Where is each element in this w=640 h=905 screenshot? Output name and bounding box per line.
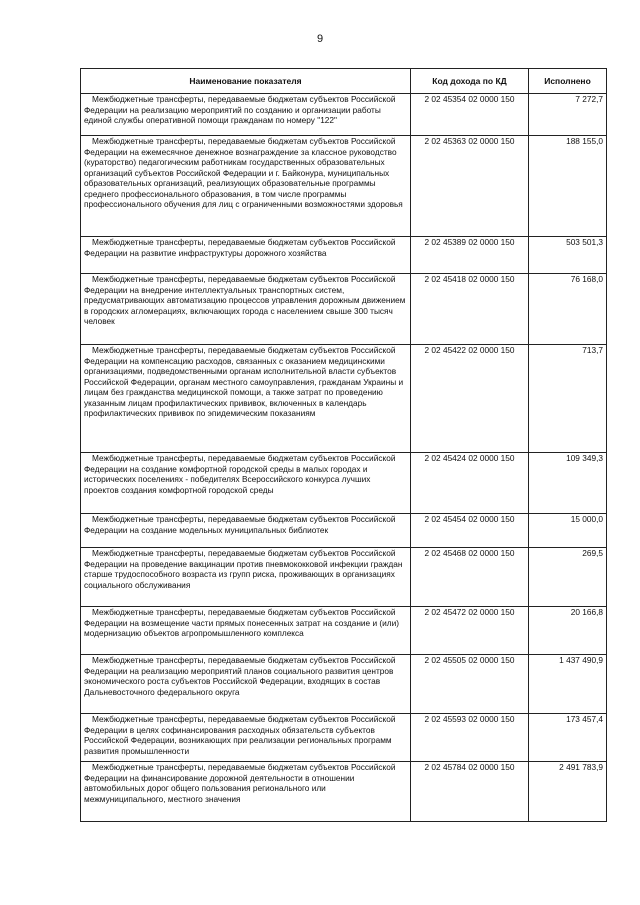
row-code: 2 02 45593 02 0000 150 xyxy=(411,714,529,762)
table-row xyxy=(81,514,607,548)
row-name-cell xyxy=(81,762,411,822)
table-header-row xyxy=(81,69,607,94)
row-code: 2 02 45454 02 0000 150 xyxy=(411,514,529,548)
row-code: 2 02 45472 02 0000 150 xyxy=(411,607,529,655)
header-code: Код дохода по КД xyxy=(411,69,529,94)
row-name-cell xyxy=(81,453,411,514)
row-name-cell xyxy=(81,237,411,274)
table-row xyxy=(81,453,607,514)
table-row xyxy=(81,136,607,237)
row-amount: 713,7 xyxy=(529,345,607,453)
row-amount: 173 457,4 xyxy=(529,714,607,762)
row-amount: 503 501,3 xyxy=(529,237,607,274)
row-code: 2 02 45784 02 0000 150 xyxy=(411,762,529,822)
row-name: Межбюджетные трансферты, передаваемые бюджетам субъектов Российской Федерации в целях софинансирования расходных обязательств субъектов Российской Федерации, возникающих при реализации региональных программ развития промышленности xyxy=(84,714,396,756)
header-amount: Исполнено xyxy=(529,69,607,94)
row-code: 2 02 45363 02 0000 150 xyxy=(411,136,529,237)
row-code: 2 02 45505 02 0000 150 xyxy=(411,655,529,714)
table-row xyxy=(81,237,607,274)
table-row xyxy=(81,548,607,607)
row-name: Межбюджетные трансферты, передаваемые бюджетам субъектов Российской Федерации на возмещение части прямых понесенных затрат на создание и (или) модернизацию объектов агропромышленного комплекса xyxy=(84,607,400,638)
row-amount: 188 155,0 xyxy=(529,136,607,237)
table-row xyxy=(81,345,607,453)
row-amount: 269,5 xyxy=(529,548,607,607)
row-name: Межбюджетные трансферты, передаваемые бюджетам субъектов Российской Федерации на финансирование дорожной деятельности в отношении автомобильных дорог общего пользования регионального или межмуниципального, местного значения xyxy=(84,762,396,804)
header-name: Наименование показателя xyxy=(81,69,411,94)
row-code: 2 02 45389 02 0000 150 xyxy=(411,237,529,274)
row-code: 2 02 45418 02 0000 150 xyxy=(411,274,529,345)
row-code: 2 02 45468 02 0000 150 xyxy=(411,548,529,607)
row-name-cell xyxy=(81,655,411,714)
budget-table xyxy=(80,68,607,822)
row-name: Межбюджетные трансферты, передаваемые бюджетам субъектов Российской Федерации на развитие инфраструктуры дорожного хозяйства xyxy=(84,237,396,258)
row-name-cell xyxy=(81,714,411,762)
table-row xyxy=(81,762,607,822)
row-amount: 15 000,0 xyxy=(529,514,607,548)
row-name-cell xyxy=(81,345,411,453)
row-amount: 20 166,8 xyxy=(529,607,607,655)
row-name-cell xyxy=(81,274,411,345)
row-amount: 1 437 490,9 xyxy=(529,655,607,714)
row-code: 2 02 45422 02 0000 150 xyxy=(411,345,529,453)
row-amount: 109 349,3 xyxy=(529,453,607,514)
row-name: Межбюджетные трансферты, передаваемые бюджетам субъектов Российской Федерации на создание комфортной городской среды в малых городах и исторических поселениях - победителях Всероссийского конкурса лучших проектов создания комфортной городской среды xyxy=(84,453,396,495)
row-name-cell xyxy=(81,136,411,237)
row-name-cell xyxy=(81,94,411,136)
row-name: Межбюджетные трансферты, передаваемые бюджетам субъектов Российской Федерации на компенсацию расходов, связанных с оказанием медицинскими организациями, подведомственными органам исполнительной власти субъектов Российской Федерации, органам местного самоуправления, гражданам Украины и лицам без гражданства медицинской помощи, а также затрат по проведению указанным лицам профилактических прививок, включенных в календарь профилактических прививок по эпидемическим показаниям xyxy=(84,345,404,418)
table-row xyxy=(81,94,607,136)
table-row xyxy=(81,655,607,714)
row-amount: 2 491 783,9 xyxy=(529,762,607,822)
table-row xyxy=(81,714,607,762)
row-name-cell xyxy=(81,607,411,655)
row-name-cell xyxy=(81,514,411,548)
row-code: 2 02 45354 02 0000 150 xyxy=(411,94,529,136)
row-name-cell xyxy=(81,548,411,607)
table-row xyxy=(81,274,607,345)
row-name: Межбюджетные трансферты, передаваемые бюджетам субъектов Российской Федерации на создание модельных муниципальных библиотек xyxy=(84,514,396,535)
row-name: Межбюджетные трансферты, передаваемые бюджетам субъектов Российской Федерации на проведение вакцинации против пневмококковой инфекции граждан старше трудоспособного возраста из групп риска, проживающих в организациях социального обслуживания xyxy=(84,548,403,590)
row-name: Межбюджетные трансферты, передаваемые бюджетам субъектов Российской Федерации на реализацию мероприятий по созданию и организации работы единой службы оперативной помощи гражданам по номеру "122" xyxy=(84,94,396,125)
row-name: Межбюджетные трансферты, передаваемые бюджетам субъектов Российской Федерации на реализацию мероприятий планов социального развития центров экономического роста субъектов Российской Федерации, входящих в состав Дальневосточного федерального округа xyxy=(84,655,396,697)
row-name: Межбюджетные трансферты, передаваемые бюджетам субъектов Российской Федерации на внедрение интеллектуальных транспортных систем, предусматривающих автоматизацию процессов управления дорожным движением в городских агломерациях, включающих города с населением свыше 300 тысяч человек xyxy=(84,274,406,326)
row-amount: 7 272,7 xyxy=(529,94,607,136)
page-number: 9 xyxy=(316,33,324,45)
row-name: Межбюджетные трансферты, передаваемые бюджетам субъектов Российской Федерации на ежемесячное денежное вознаграждение за классное руководство (кураторство) педагогическим работникам государственных образовательных организаций субъектов Российской Федерации и г. Байконура, муниципальных образовательных организаций, реализующих образовательные программы среднего профессионального образования, в том числе программы профессионального обучения для лиц с ограниченными возможностями здоровья xyxy=(84,136,403,209)
table-row xyxy=(81,607,607,655)
row-amount: 76 168,0 xyxy=(529,274,607,345)
row-code: 2 02 45424 02 0000 150 xyxy=(411,453,529,514)
